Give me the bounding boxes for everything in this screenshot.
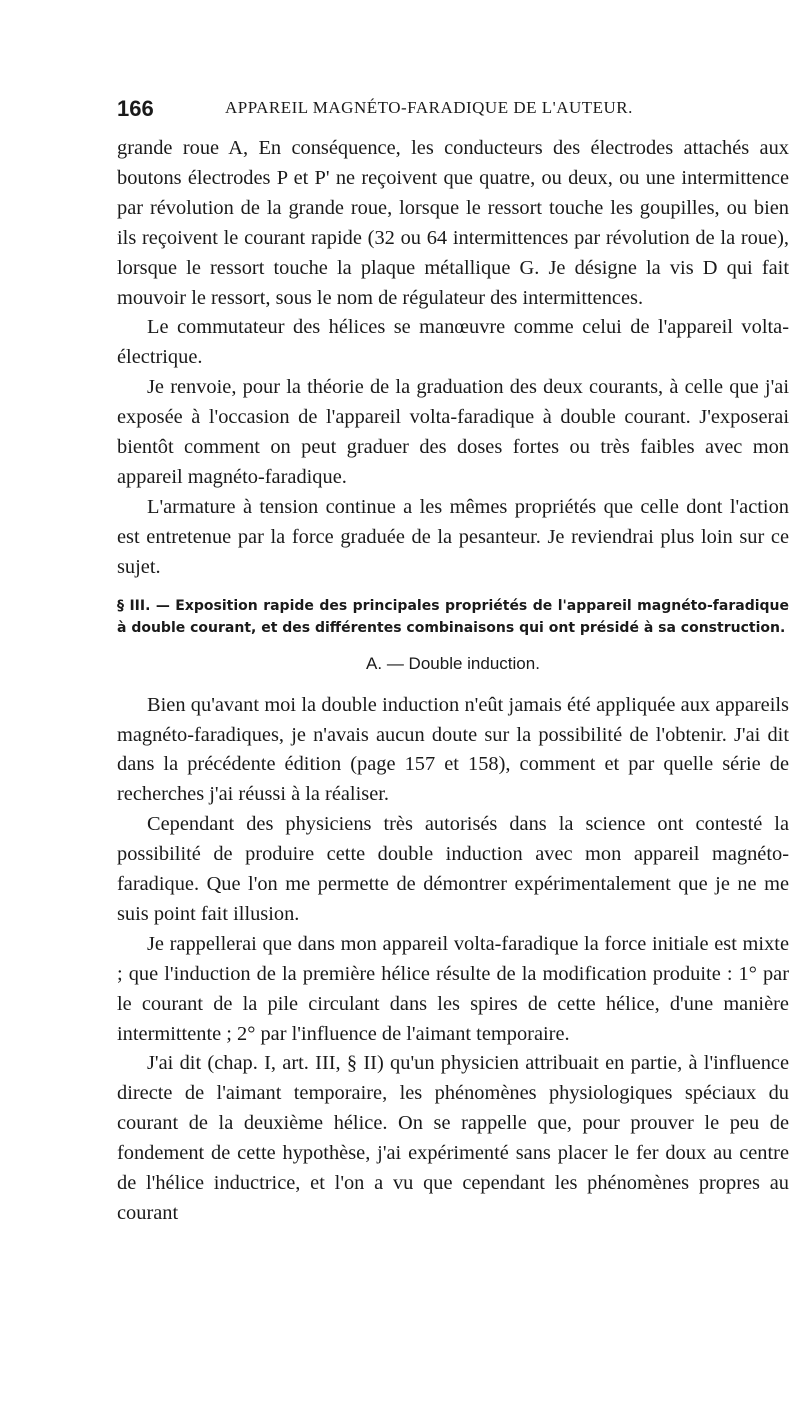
running-head: APPAREIL MAGNÉTO-FARADIQUE DE L'AUTEUR. xyxy=(225,98,633,117)
page-header xyxy=(117,96,797,126)
paragraph-3: Je renvoie, pour la théorie de la graduation des deux courants, à celle que j'ai exposée à l'occasion de l'appareil volta-faradique à double courant. J'exposerai bientôt comment on peut graduer des doses fortes ou très faibles avec mon appareil magnéto-faradique. xyxy=(117,376,789,488)
section-heading: § III. — Exposition rapide des principales propriétés de l'appareil magnéto-faradique à double courant, et des différentes combinaisons qui ont présidé à sa construction. xyxy=(117,597,789,636)
paragraph-6: Cependant des physiciens très autorisés dans la science ont contesté la possibilité de produire cette double induction avec mon appareil magnéto-faradique. Que l'on me permette de démontrer expérimentalement que je ne me suis point fait illusion. xyxy=(117,813,789,925)
paragraph-4: L'armature à tension continue a les mêmes propriétés que celle dont l'action est entretenue par la force graduée de la pesanteur. Je reviendrai plus loin sur ce sujet. xyxy=(117,495,789,578)
page-number: 166 xyxy=(117,96,154,121)
paragraph-7: Je rappellerai que dans mon appareil volta-faradique la force initiale est mixte ; que l'induction de la première hélice résulte de la modification produite : 1° par le courant de la pile circulant dans les spires de cette hélice, d'une manière intermittente ; 2° par l'influence de l'aimant temporaire. xyxy=(117,932,789,1045)
paragraph-2: Le commutateur des hélices se manœuvre comme celui de l'appareil volta-électrique. xyxy=(117,316,789,369)
paragraph-8: J'ai dit (chap. I, art. III, § II) qu'un physicien attribuait en partie, à l'influence directe de l'aimant temporaire, les phénomènes physiologiques spéciaux du courant de la deuxième hélice. On se rappelle que, pour prouver le peu de fondement de cette hypothèse, j'ai expérimenté sans placer le fer doux au centre de l'hélice inductrice, et l'on a vu que cependant les phénomènes propres au courant xyxy=(117,1052,789,1224)
subsection-heading: A. — Double induction. xyxy=(366,653,540,673)
body-text xyxy=(117,134,789,1229)
paragraph-1: grande roue A, En conséquence, les conducteurs des électrodes attachés aux boutons électrodes P et P' ne reçoivent que quatre, ou deux, ou une intermittence par révolution de la grande roue, lorsque le ressort touche les goupilles, ou bien ils reçoivent le courant rapide (32 ou 64 intermittences par révolution de la roue), lorsque le ressort touche la plaque métallique G. Je désigne la vis D qui fait mouvoir le ressort, sous le nom de régulateur des intermittences. xyxy=(117,137,789,309)
paragraph-5: Bien qu'avant moi la double induction n'eût jamais été appliquée aux appareils magnéto-faradiques, je n'avais aucun doute sur la possibilité de l'obtenir. J'ai dit dans la précédente édition (page 157 et 158), comment et par quelle série de recherches j'ai réussi à la réaliser. xyxy=(117,693,789,806)
